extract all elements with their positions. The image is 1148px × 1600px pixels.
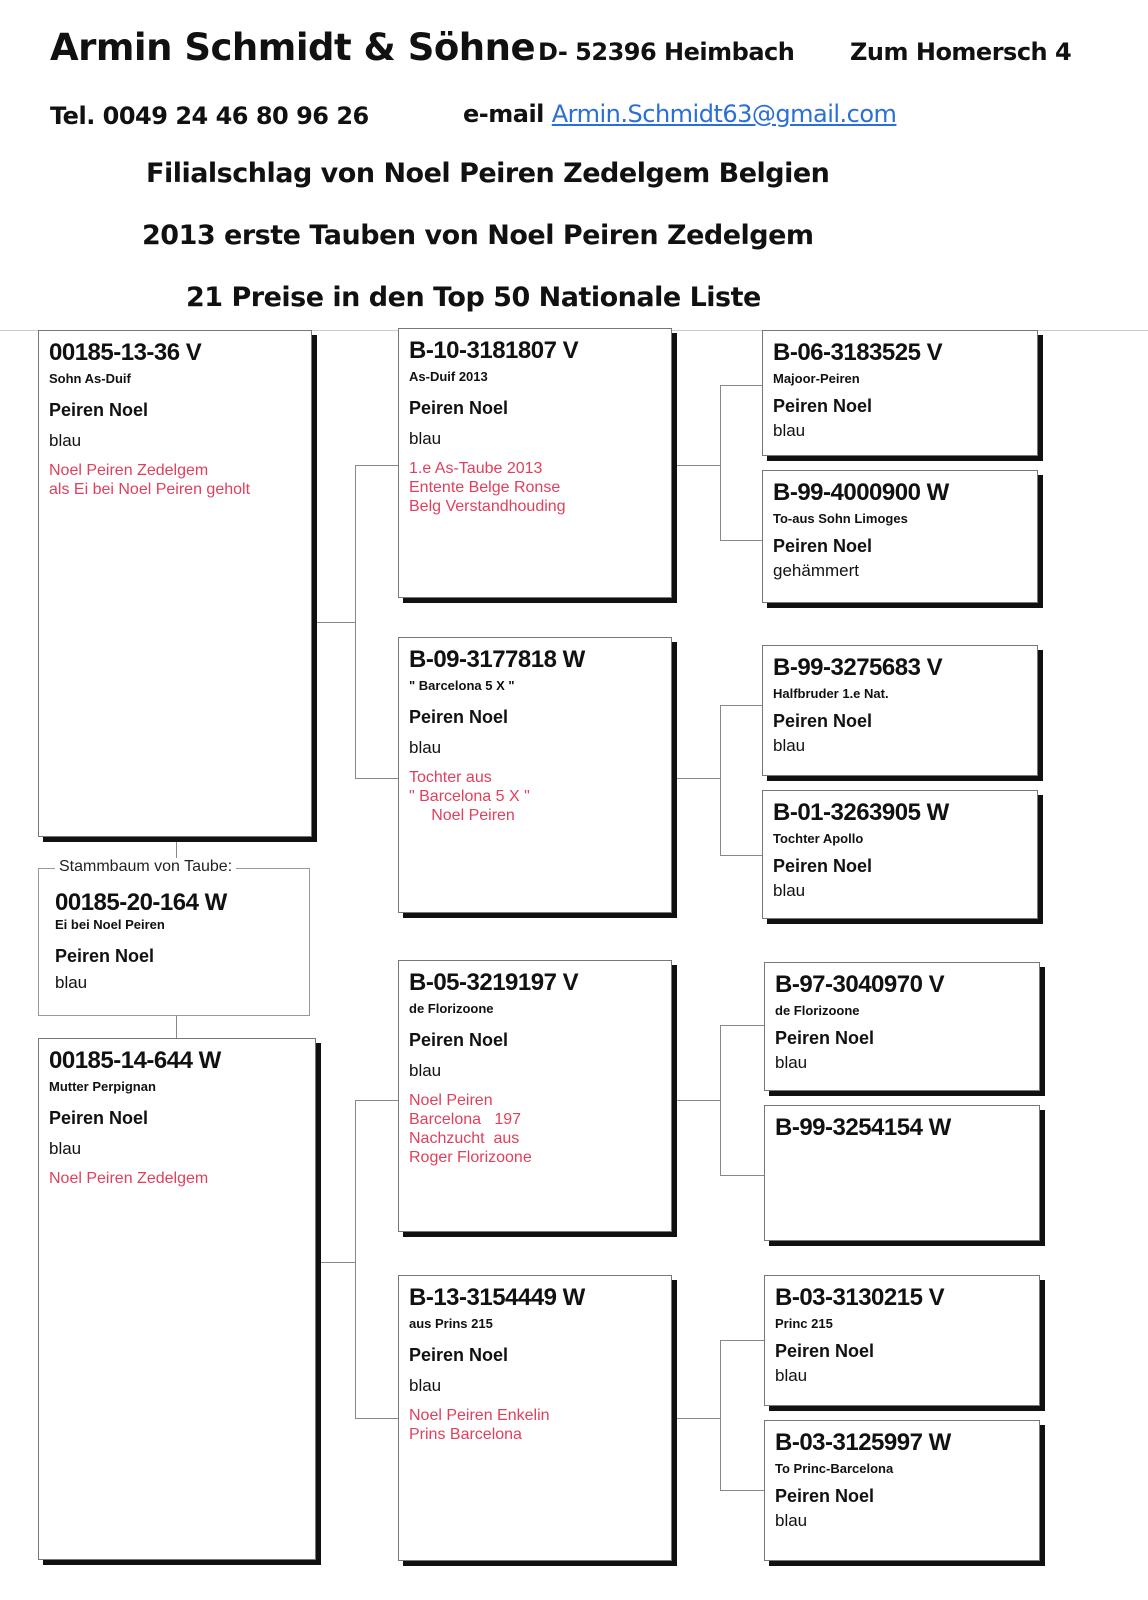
owner: Peiren Noel xyxy=(775,1341,875,1361)
color: blau xyxy=(409,429,442,448)
nickname: Halfbruder 1.e Nat. xyxy=(773,686,889,701)
notes: Noel Peiren Zedelgem xyxy=(49,1170,209,1187)
subtitle-1: Filialschlag von Noel Peiren Zedelgem Belgien xyxy=(146,158,830,189)
connector xyxy=(720,1025,764,1026)
color: blau xyxy=(49,431,82,450)
connector xyxy=(720,1340,721,1490)
color: blau xyxy=(49,1139,82,1158)
color: blau xyxy=(409,738,442,757)
notes: Noel Peiren Barcelona 197 Nachzucht aus Roger Florizoone xyxy=(409,1092,532,1166)
color: blau xyxy=(775,1366,808,1385)
color: gehämmert xyxy=(773,561,859,580)
owner: Peiren Noel xyxy=(773,536,873,556)
connector xyxy=(355,465,398,466)
nickname: Princ 215 xyxy=(775,1316,833,1331)
ring-number: B-99-3275683 V xyxy=(773,654,943,681)
street: Zum Homersch 4 xyxy=(850,38,1072,66)
color: blau xyxy=(775,1511,808,1530)
connector xyxy=(676,778,720,779)
ring-number: B-01-3263905 W xyxy=(773,799,949,826)
subject-pigeon-box xyxy=(38,868,310,1016)
pedigree-box-sire-sire xyxy=(398,328,672,598)
color: blau xyxy=(775,1053,808,1072)
company-name: Armin Schmidt & Söhne xyxy=(50,26,536,69)
pedigree-box-gen3-3 xyxy=(762,645,1038,776)
pedigree-box-sire xyxy=(38,330,312,837)
pedigree-box-dam xyxy=(38,1038,316,1560)
notes: Tochter aus " Barcelona 5 X " Noel Peiren xyxy=(409,769,530,824)
ring-number: B-06-3183525 V xyxy=(773,339,943,366)
email-row xyxy=(463,100,896,128)
city: D- 52396 Heimbach xyxy=(538,38,795,66)
owner: Peiren Noel xyxy=(55,946,155,966)
notes: 1.e As-Taube 2013 Entente Belge Ronse Belg Verstandhouding xyxy=(409,460,566,515)
color: blau xyxy=(409,1061,442,1080)
connector xyxy=(676,1100,720,1101)
connector xyxy=(320,1262,356,1263)
owner: Peiren Noel xyxy=(49,400,149,420)
ring-number: B-03-3125997 W xyxy=(775,1429,951,1456)
ring-number: B-10-3181807 V xyxy=(409,337,579,364)
ring-number: B-03-3130215 V xyxy=(775,1284,945,1311)
nickname: Mutter Perpignan xyxy=(49,1079,156,1094)
connector xyxy=(316,622,356,623)
pedigree-box-gen3-2 xyxy=(762,470,1038,603)
color: blau xyxy=(409,1376,442,1395)
nickname: de Florizoone xyxy=(409,1001,494,1016)
subtitle-2: 2013 erste Tauben von Noel Peiren Zedelgem xyxy=(142,220,814,251)
color: blau xyxy=(773,421,806,440)
pedigree-box-sire-dam xyxy=(398,637,672,913)
color: blau xyxy=(55,973,88,992)
connector xyxy=(355,1100,398,1101)
connector xyxy=(720,855,762,856)
nickname: " Barcelona 5 X " xyxy=(409,678,515,693)
subtitle-3: 21 Preise in den Top 50 Nationale Liste xyxy=(186,282,761,313)
nickname: As-Duif 2013 xyxy=(409,369,488,384)
ring-number: B-99-4000900 W xyxy=(773,479,949,506)
pedigree-box-gen3-1 xyxy=(762,330,1038,456)
nickname: Majoor-Peiren xyxy=(773,371,860,386)
owner: Peiren Noel xyxy=(775,1486,875,1506)
ring-number: B-97-3040970 V xyxy=(775,971,945,998)
pedigree-box-dam-sire xyxy=(398,960,672,1232)
color: blau xyxy=(773,736,806,755)
pedigree-box-gen3-4 xyxy=(762,790,1038,919)
nickname: Ei bei Noel Peiren xyxy=(55,917,165,932)
ring-number: B-13-3154449 W xyxy=(409,1284,585,1311)
ring-number: 00185-14-644 W xyxy=(49,1047,221,1074)
connector xyxy=(720,385,762,386)
email-link[interactable]: Armin.Schmidt63@gmail.com xyxy=(551,100,897,128)
nickname: To Princ-Barcelona xyxy=(775,1461,894,1476)
connector xyxy=(676,465,720,466)
ring-number: 00185-20-164 W xyxy=(55,889,227,916)
connector xyxy=(720,1175,764,1176)
nickname: To-aus Sohn Limoges xyxy=(773,511,908,526)
notes: Noel Peiren Zedelgem als Ei bei Noel Peiren geholt xyxy=(49,462,251,498)
color: blau xyxy=(773,881,806,900)
owner: Peiren Noel xyxy=(773,396,873,416)
owner: Peiren Noel xyxy=(409,1030,509,1050)
pedigree-box-gen3-6 xyxy=(764,1105,1040,1241)
connector xyxy=(355,778,398,779)
pedigree-box-gen3-8 xyxy=(764,1420,1040,1561)
connector xyxy=(720,385,721,540)
connector xyxy=(355,1418,398,1419)
pedigree-box-dam-dam xyxy=(398,1275,672,1561)
owner: Peiren Noel xyxy=(49,1108,149,1128)
ring-number: 00185-13-36 V xyxy=(49,339,202,366)
nickname: Sohn As-Duif xyxy=(49,371,131,386)
ring-number: B-99-3254154 W xyxy=(775,1114,951,1141)
nickname: de Florizoone xyxy=(775,1003,860,1018)
nickname: aus Prins 215 xyxy=(409,1316,493,1331)
connector xyxy=(720,540,762,541)
nickname: Tochter Apollo xyxy=(773,831,864,846)
owner: Peiren Noel xyxy=(773,856,873,876)
owner: Peiren Noel xyxy=(409,707,509,727)
subject-legend: Stammbaum von Taube: xyxy=(55,858,236,876)
pedigree-box-gen3-5 xyxy=(764,962,1040,1091)
notes: Noel Peiren Enkelin Prins Barcelona xyxy=(409,1407,550,1443)
phone: Tel. 0049 24 46 80 96 26 xyxy=(50,102,369,130)
owner: Peiren Noel xyxy=(409,1345,509,1365)
connector xyxy=(720,705,721,855)
ring-number: B-05-3219197 V xyxy=(409,969,579,996)
connector xyxy=(676,1418,720,1419)
owner: Peiren Noel xyxy=(775,1028,875,1048)
connector xyxy=(720,1340,764,1341)
email-label: e-mail xyxy=(463,100,544,128)
connector xyxy=(176,1015,177,1038)
connector xyxy=(355,465,356,779)
connector xyxy=(720,1490,764,1491)
connector xyxy=(720,705,762,706)
owner: Peiren Noel xyxy=(773,711,873,731)
pedigree-box-gen3-7 xyxy=(764,1275,1040,1406)
connector xyxy=(720,1025,721,1175)
owner: Peiren Noel xyxy=(409,398,509,418)
connector xyxy=(355,1100,356,1418)
ring-number: B-09-3177818 W xyxy=(409,646,585,673)
